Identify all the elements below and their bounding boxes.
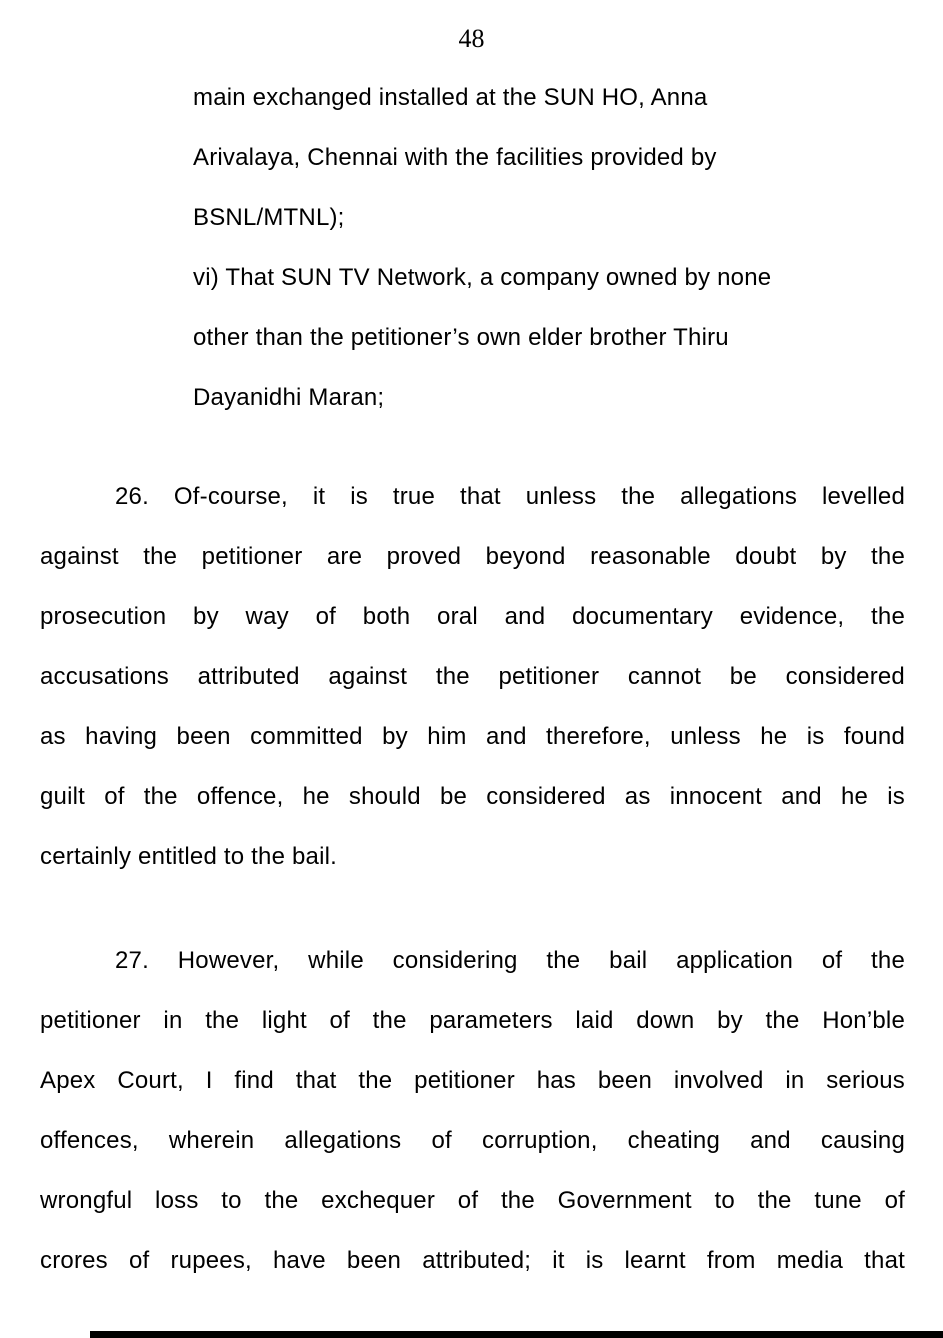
excerpt-line: main exchanged installed at the SUN HO, Anna: [193, 84, 708, 111]
excerpt-line: BSNL/MTNL);: [193, 204, 345, 231]
paragraph-27-line: 27. However, while considering the bail application of the: [115, 947, 905, 974]
quoted-excerpt-block: [193, 68, 883, 428]
paragraph-27-line: wrongful loss to the exchequer of the Government to the tune of: [40, 1187, 905, 1214]
paragraph-26: [40, 467, 905, 887]
paragraph-26-line: accusations attributed against the petitioner cannot be considered: [40, 663, 905, 690]
paragraph-26-line: prosecution by way of both oral and documentary evidence, the: [40, 603, 905, 630]
scan-edge-artifact: [90, 1331, 943, 1338]
paragraph-27-line: offences, wherein allegations of corruption, cheating and causing: [40, 1127, 905, 1154]
paragraph-27-line: crores of rupees, have been attributed; it is learnt from media that: [40, 1247, 905, 1274]
page-number: 48: [458, 24, 485, 53]
excerpt-line: other than the petitioner’s own elder brother Thiru: [193, 324, 729, 351]
excerpt-line: vi) That SUN TV Network, a company owned by none: [193, 264, 772, 291]
paragraph-26-line: certainly entitled to the bail.: [40, 843, 338, 870]
paragraph-27-line: Apex Court, I find that the petitioner has been involved in serious: [40, 1067, 905, 1094]
paragraph-27: [40, 931, 905, 1291]
paragraph-26-line: as having been committed by him and therefore, unless he is found: [40, 723, 905, 750]
paragraph-26-line: against the petitioner are proved beyond reasonable doubt by the: [40, 543, 905, 570]
excerpt-line: Dayanidhi Maran;: [193, 384, 385, 411]
paragraph-27-line: petitioner in the light of the parameters laid down by the Hon’ble: [40, 1007, 905, 1034]
paragraph-26-line: guilt of the offence, he should be considered as innocent and he is: [40, 783, 905, 810]
paragraph-26-line: 26. Of-course, it is true that unless the allegations levelled: [115, 483, 905, 510]
excerpt-line: Arivalaya, Chennai with the facilities provided by: [193, 144, 717, 171]
